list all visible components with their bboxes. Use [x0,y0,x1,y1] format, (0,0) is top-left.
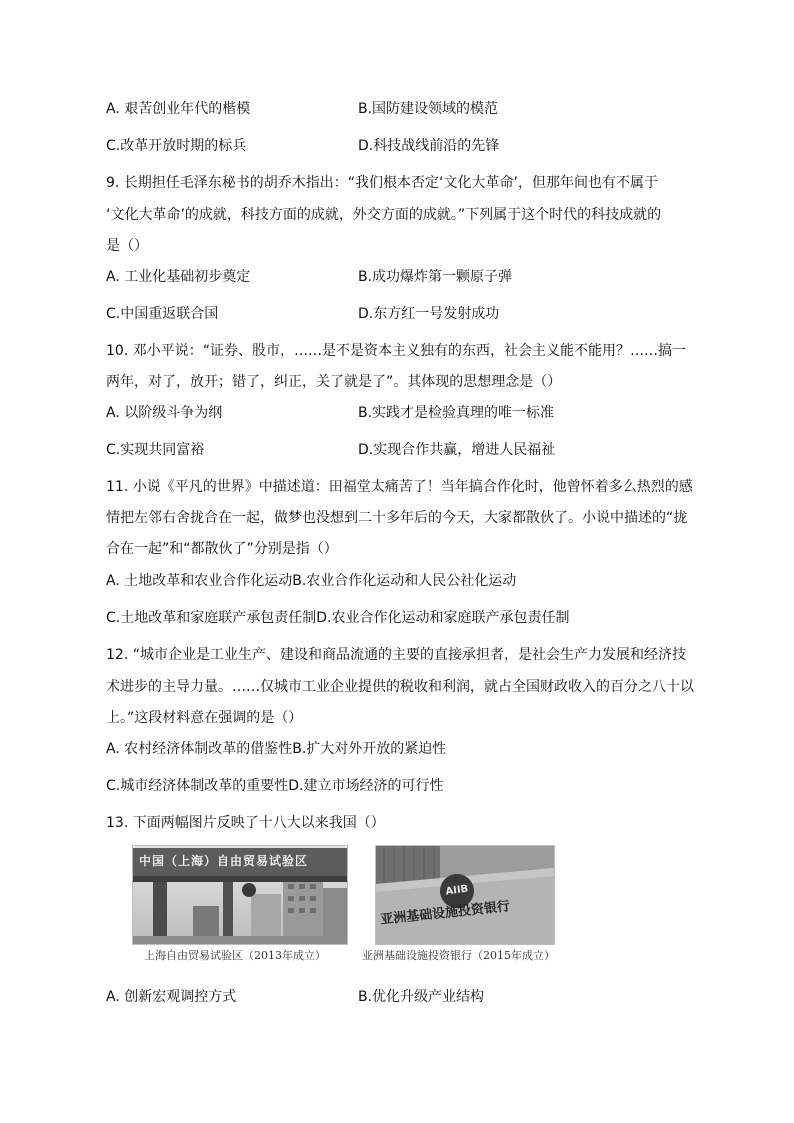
photo-aiib-caption: 亚洲基础设施投资银行（2015年成立） [362,949,555,962]
q12-stem-line1: 12. “城市企业是工业生产、建设和商品流通的主要的直接承担者，是社会生产力发展和经济技 [106,647,686,663]
q13-stem: 13. 下面两幅图片反映了十八大以来我国（） [106,815,385,831]
photo-aiib-sign: 亚洲基础设施投资银行 [379,899,511,928]
q11-stem-line1: 11. 小说《平凡的世界》中描述道：田福堂太痛苦了！当年搞合作化时，他曾怀着多么热烈的感 [106,479,693,495]
q8-option-c: C.改革开放时期的标兵 [106,138,247,154]
photo-aiib-logo: AIIB [438,872,476,910]
photo-shanghai-ftz-caption: 上海自由贸易试验区（2013年成立） [144,949,326,962]
q12-options-cd: C.城市经济体制改革的重要性D.建立市场经济的可行性 [106,778,444,794]
q9-option-a: A. 工业化基础初步奠定 [106,269,251,285]
q10-option-c: C.实现共同富裕 [106,442,205,458]
q13-option-b: B.优化升级产业结构 [358,989,485,1005]
q8-option-b: B.国防建设领域的模范 [358,101,499,117]
photo-shanghai-ftz-sign: 中国（上海）自由贸易试验区 [139,854,309,868]
q12-stem-line3: 上。”这段材料意在强调的是（） [106,710,303,726]
q10-option-b: B.实践才是检验真理的唯一标准 [358,405,555,421]
q9-option-b: B.成功爆炸第一颗原子弹 [358,269,513,285]
q9-stem-line3: 是（） [106,238,148,254]
photo-aiib [375,845,555,945]
q8-option-a: A. 艰苦创业年代的楷模 [106,101,251,117]
q10-stem-line1: 10. 邓小平说：“证券、股市，……是不是资本主义独有的东西，社会主义能不能用？……搞一 [106,343,686,359]
q12-stem-line2: 术进步的主导力量。……仅城市工业企业提供的税收和利润，就占全国财政收入的百分之八十以 [106,679,694,695]
photo-shanghai-ftz [132,845,348,945]
q10-stem-line2: 两年，对了，放开；错了，纠正，关了就是了”。其体现的思想理念是（） [106,374,562,390]
q11-options-cd: C.土地改革和家庭联产承包责任制D.农业合作化运动和家庭联产承包责任制 [106,610,570,626]
q10-option-a: A. 以阶级斗争为纲 [106,405,223,421]
q11-options-ab: A. 土地改革和农业合作化运动B.农业合作化运动和人民公社化运动 [106,573,517,589]
q9-option-c: C.中国重返联合国 [106,306,219,322]
q13-option-a: A. 创新宏观调控方式 [106,989,237,1005]
q11-stem-line3: 合在一起”和“都散伙了”分别是指（） [106,541,338,557]
q10-option-d: D.实现合作共赢，增进人民福祉 [358,442,556,458]
q9-stem-line1: 9. 长期担任毛泽东秘书的胡乔木指出：“我们根本否定‘文化大革命’，但那年间也有不属于 [106,175,658,191]
q12-options-ab: A. 农村经济体制改革的借鉴性B.扩大对外开放的紧迫性 [106,741,447,757]
q9-stem-line2: ‘文化大革命’的成就，科技方面的成就，外交方面的成就。”下列属于这个时代的科技成就的 [106,207,662,223]
q8-option-d: D.科技战线前沿的先锋 [358,138,500,154]
q11-stem-line2: 情把左邻右舍拢合在一起，做梦也没想到二十多年后的今天，大家都散伙了。小说中描述的“拢 [106,510,688,526]
q9-option-d: D.东方红一号发射成功 [358,306,500,322]
